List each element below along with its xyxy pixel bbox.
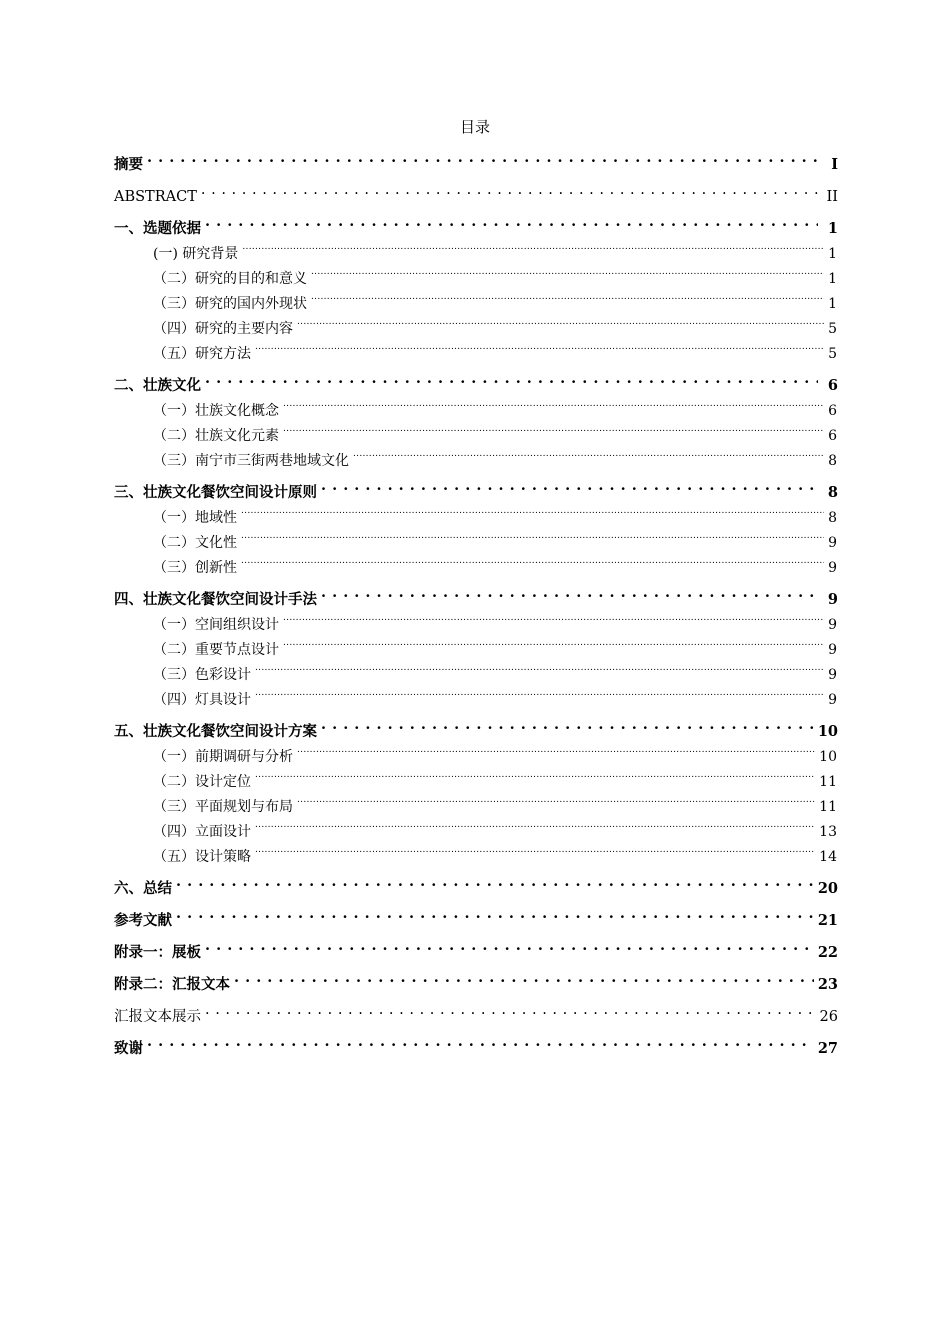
toc-entry-section[interactable] xyxy=(153,632,837,658)
toc-entry-page-number: 6 xyxy=(828,403,837,419)
toc-entry-page-number: 9 xyxy=(827,591,838,608)
toc-entry-label: （一）空间组织设计 xyxy=(153,617,279,633)
toc-entry-section[interactable] xyxy=(153,814,837,840)
toc-entry-chapter[interactable] xyxy=(114,1031,838,1057)
toc-entry-page-number: 22 xyxy=(817,944,838,961)
toc-entry-label: （四）灯具设计 xyxy=(153,692,251,708)
toc-entry-section[interactable] xyxy=(153,393,837,419)
toc-title: 目录 xyxy=(459,118,490,136)
toc-entry-label: （二）壮族文化元素 xyxy=(153,428,279,444)
toc-entry-section[interactable] xyxy=(153,789,837,815)
toc-entry-page-number: 1 xyxy=(827,220,838,237)
toc-entry-label: （三）南宁市三街两巷地域文化 xyxy=(153,453,349,469)
dot-leader xyxy=(205,211,818,233)
toc-entry-page-number: 9 xyxy=(828,617,837,633)
toc-entry-page-number: 9 xyxy=(828,692,837,708)
toc-entry-section[interactable] xyxy=(153,286,837,312)
toc-entry-section[interactable] xyxy=(153,550,837,576)
toc-entry-page-number: 20 xyxy=(817,880,838,897)
toc-entry-page-number: 1 xyxy=(828,246,837,262)
toc-entry-label: 六、总结 xyxy=(114,880,172,897)
dot-leader xyxy=(255,336,824,358)
toc-entry-page-number: 23 xyxy=(817,976,838,993)
dot-leader xyxy=(255,814,815,836)
toc-entry-label: 汇报文本展示 xyxy=(114,1009,201,1025)
toc-entry-section[interactable] xyxy=(153,418,837,444)
toc-entry-label: （五）设计策略 xyxy=(153,849,251,865)
toc-entry-label: 三、壮族文化餐饮空间设计原则 xyxy=(114,484,317,501)
dot-leader xyxy=(297,789,815,811)
toc-entry-chapter[interactable] xyxy=(114,582,838,608)
toc-entry-page-number: 9 xyxy=(828,560,837,576)
toc-entry-chapter[interactable] xyxy=(114,147,838,173)
dot-leader xyxy=(147,147,818,169)
toc-entry-label: （三）研究的国内外现状 xyxy=(153,296,307,312)
toc-entry-chapter[interactable] xyxy=(114,967,838,993)
toc-entry-label: （五）研究方法 xyxy=(153,346,251,362)
toc-entry-label: （三）创新性 xyxy=(153,560,237,576)
toc-entry-page-number: 1 xyxy=(828,296,837,312)
dot-leader xyxy=(283,632,824,654)
dot-leader xyxy=(241,500,824,522)
toc-entry-chapter[interactable] xyxy=(114,368,838,394)
toc-entry-page-number: 27 xyxy=(817,1040,838,1057)
toc-entry-label: (一) 研究背景 xyxy=(153,246,239,262)
dot-leader xyxy=(297,311,824,333)
toc-entry-page-number: 6 xyxy=(827,377,838,394)
toc-entry-section[interactable] xyxy=(153,311,837,337)
dot-leader xyxy=(234,967,814,989)
dot-leader xyxy=(205,935,814,957)
toc-entry-label: （一）地域性 xyxy=(153,510,237,526)
toc-entry-label: （一）壮族文化概念 xyxy=(153,403,279,419)
dot-leader xyxy=(283,418,824,440)
toc-entry-label: 摘要 xyxy=(114,156,143,173)
toc-entry-page-number: 1 xyxy=(828,271,837,287)
toc-entry-page-number: 9 xyxy=(828,535,837,551)
toc-entry-chapter[interactable] xyxy=(114,475,838,501)
toc-entry-section[interactable] xyxy=(153,682,837,708)
dot-leader xyxy=(242,236,824,258)
toc-entry-label: 参考文献 xyxy=(114,912,172,929)
toc-entry-label: （二）设计定位 xyxy=(153,774,251,790)
toc-entry-chapter[interactable] xyxy=(114,999,838,1025)
toc-entry-page-number: 10 xyxy=(817,723,838,740)
toc-entry-label: 四、壮族文化餐饮空间设计手法 xyxy=(114,591,317,608)
dot-leader xyxy=(321,582,818,604)
toc-entry-label: （二）文化性 xyxy=(153,535,237,551)
toc-entry-page-number: 10 xyxy=(819,749,837,765)
toc-entry-section[interactable] xyxy=(153,236,837,262)
toc-entry-label: （三）色彩设计 xyxy=(153,667,251,683)
toc-entry-page-number: 5 xyxy=(828,321,837,337)
dot-leader xyxy=(201,179,818,201)
toc-entry-page-number: 6 xyxy=(828,428,837,444)
toc-entry-label: （二）研究的目的和意义 xyxy=(153,271,307,287)
dot-leader xyxy=(255,839,815,861)
toc-entry-label: 附录一：展板 xyxy=(114,944,201,961)
toc-entry-label: （一）前期调研与分析 xyxy=(153,749,293,765)
dot-leader xyxy=(321,714,814,736)
toc-entry-page-number: 26 xyxy=(819,1009,838,1025)
toc-entry-section[interactable] xyxy=(153,261,837,287)
toc-entry-chapter[interactable] xyxy=(114,935,838,961)
dot-leader xyxy=(147,1031,814,1053)
toc-entry-page-number: II xyxy=(826,189,838,205)
toc-entry-section[interactable] xyxy=(153,764,837,790)
dot-leader xyxy=(297,739,815,761)
toc-entry-page-number: 11 xyxy=(819,799,837,815)
toc-entry-section[interactable] xyxy=(153,657,837,683)
dot-leader xyxy=(255,764,815,786)
toc-entry-chapter[interactable] xyxy=(114,714,838,740)
toc-entry-label: （四）研究的主要内容 xyxy=(153,321,293,337)
toc-entry-chapter[interactable] xyxy=(114,903,838,929)
toc-entry-label: （三）平面规划与布局 xyxy=(153,799,293,815)
toc-entry-section[interactable] xyxy=(153,525,837,551)
toc-entry-section[interactable] xyxy=(153,739,837,765)
toc-entry-page-number: 9 xyxy=(828,642,837,658)
toc-entry-page-number: 9 xyxy=(828,667,837,683)
toc-entry-label: （二）重要节点设计 xyxy=(153,642,279,658)
toc-entry-chapter[interactable] xyxy=(114,179,838,205)
toc-entry-section[interactable] xyxy=(153,500,837,526)
dot-leader xyxy=(255,682,824,704)
toc-entry-page-number: 13 xyxy=(819,824,837,840)
toc-entry-page-number: 11 xyxy=(819,774,837,790)
toc-entry-section[interactable] xyxy=(153,607,837,633)
toc-entry-page-number: I xyxy=(831,156,838,173)
toc-entry-label: 五、壮族文化餐饮空间设计方案 xyxy=(114,723,317,740)
toc-entry-section[interactable] xyxy=(153,839,837,865)
dot-leader xyxy=(176,871,814,893)
toc-entry-page-number: 21 xyxy=(817,912,838,929)
dot-leader xyxy=(205,999,816,1021)
dot-leader xyxy=(283,607,824,629)
dot-leader xyxy=(283,393,824,415)
dot-leader xyxy=(321,475,818,497)
dot-leader xyxy=(311,286,824,308)
toc-entry-label: 一、选题依据 xyxy=(114,220,201,237)
dot-leader xyxy=(241,550,824,572)
toc-entry-chapter[interactable] xyxy=(114,211,838,237)
dot-leader xyxy=(255,657,824,679)
toc-entry-page-number: 8 xyxy=(828,453,837,469)
toc-entry-label: 致谢 xyxy=(114,1040,143,1057)
toc-entry-section[interactable] xyxy=(153,336,837,362)
toc-entry-label: 二、壮族文化 xyxy=(114,377,201,394)
dot-leader xyxy=(205,368,818,390)
toc-entry-label: 附录二：汇报文本 xyxy=(114,976,230,993)
toc-entry-page-number: 8 xyxy=(827,484,838,501)
dot-leader xyxy=(241,525,824,547)
toc-entry-page-number: 5 xyxy=(828,346,837,362)
dot-leader xyxy=(353,443,824,465)
toc-entry-chapter[interactable] xyxy=(114,871,838,897)
toc-entry-page-number: 14 xyxy=(819,849,837,865)
toc-entry-section[interactable] xyxy=(153,443,837,469)
dot-leader xyxy=(311,261,824,283)
toc-entry-label: ABSTRACT xyxy=(114,189,197,205)
toc-entry-label: （四）立面设计 xyxy=(153,824,251,840)
toc-entry-page-number: 8 xyxy=(828,510,837,526)
dot-leader xyxy=(176,903,814,925)
